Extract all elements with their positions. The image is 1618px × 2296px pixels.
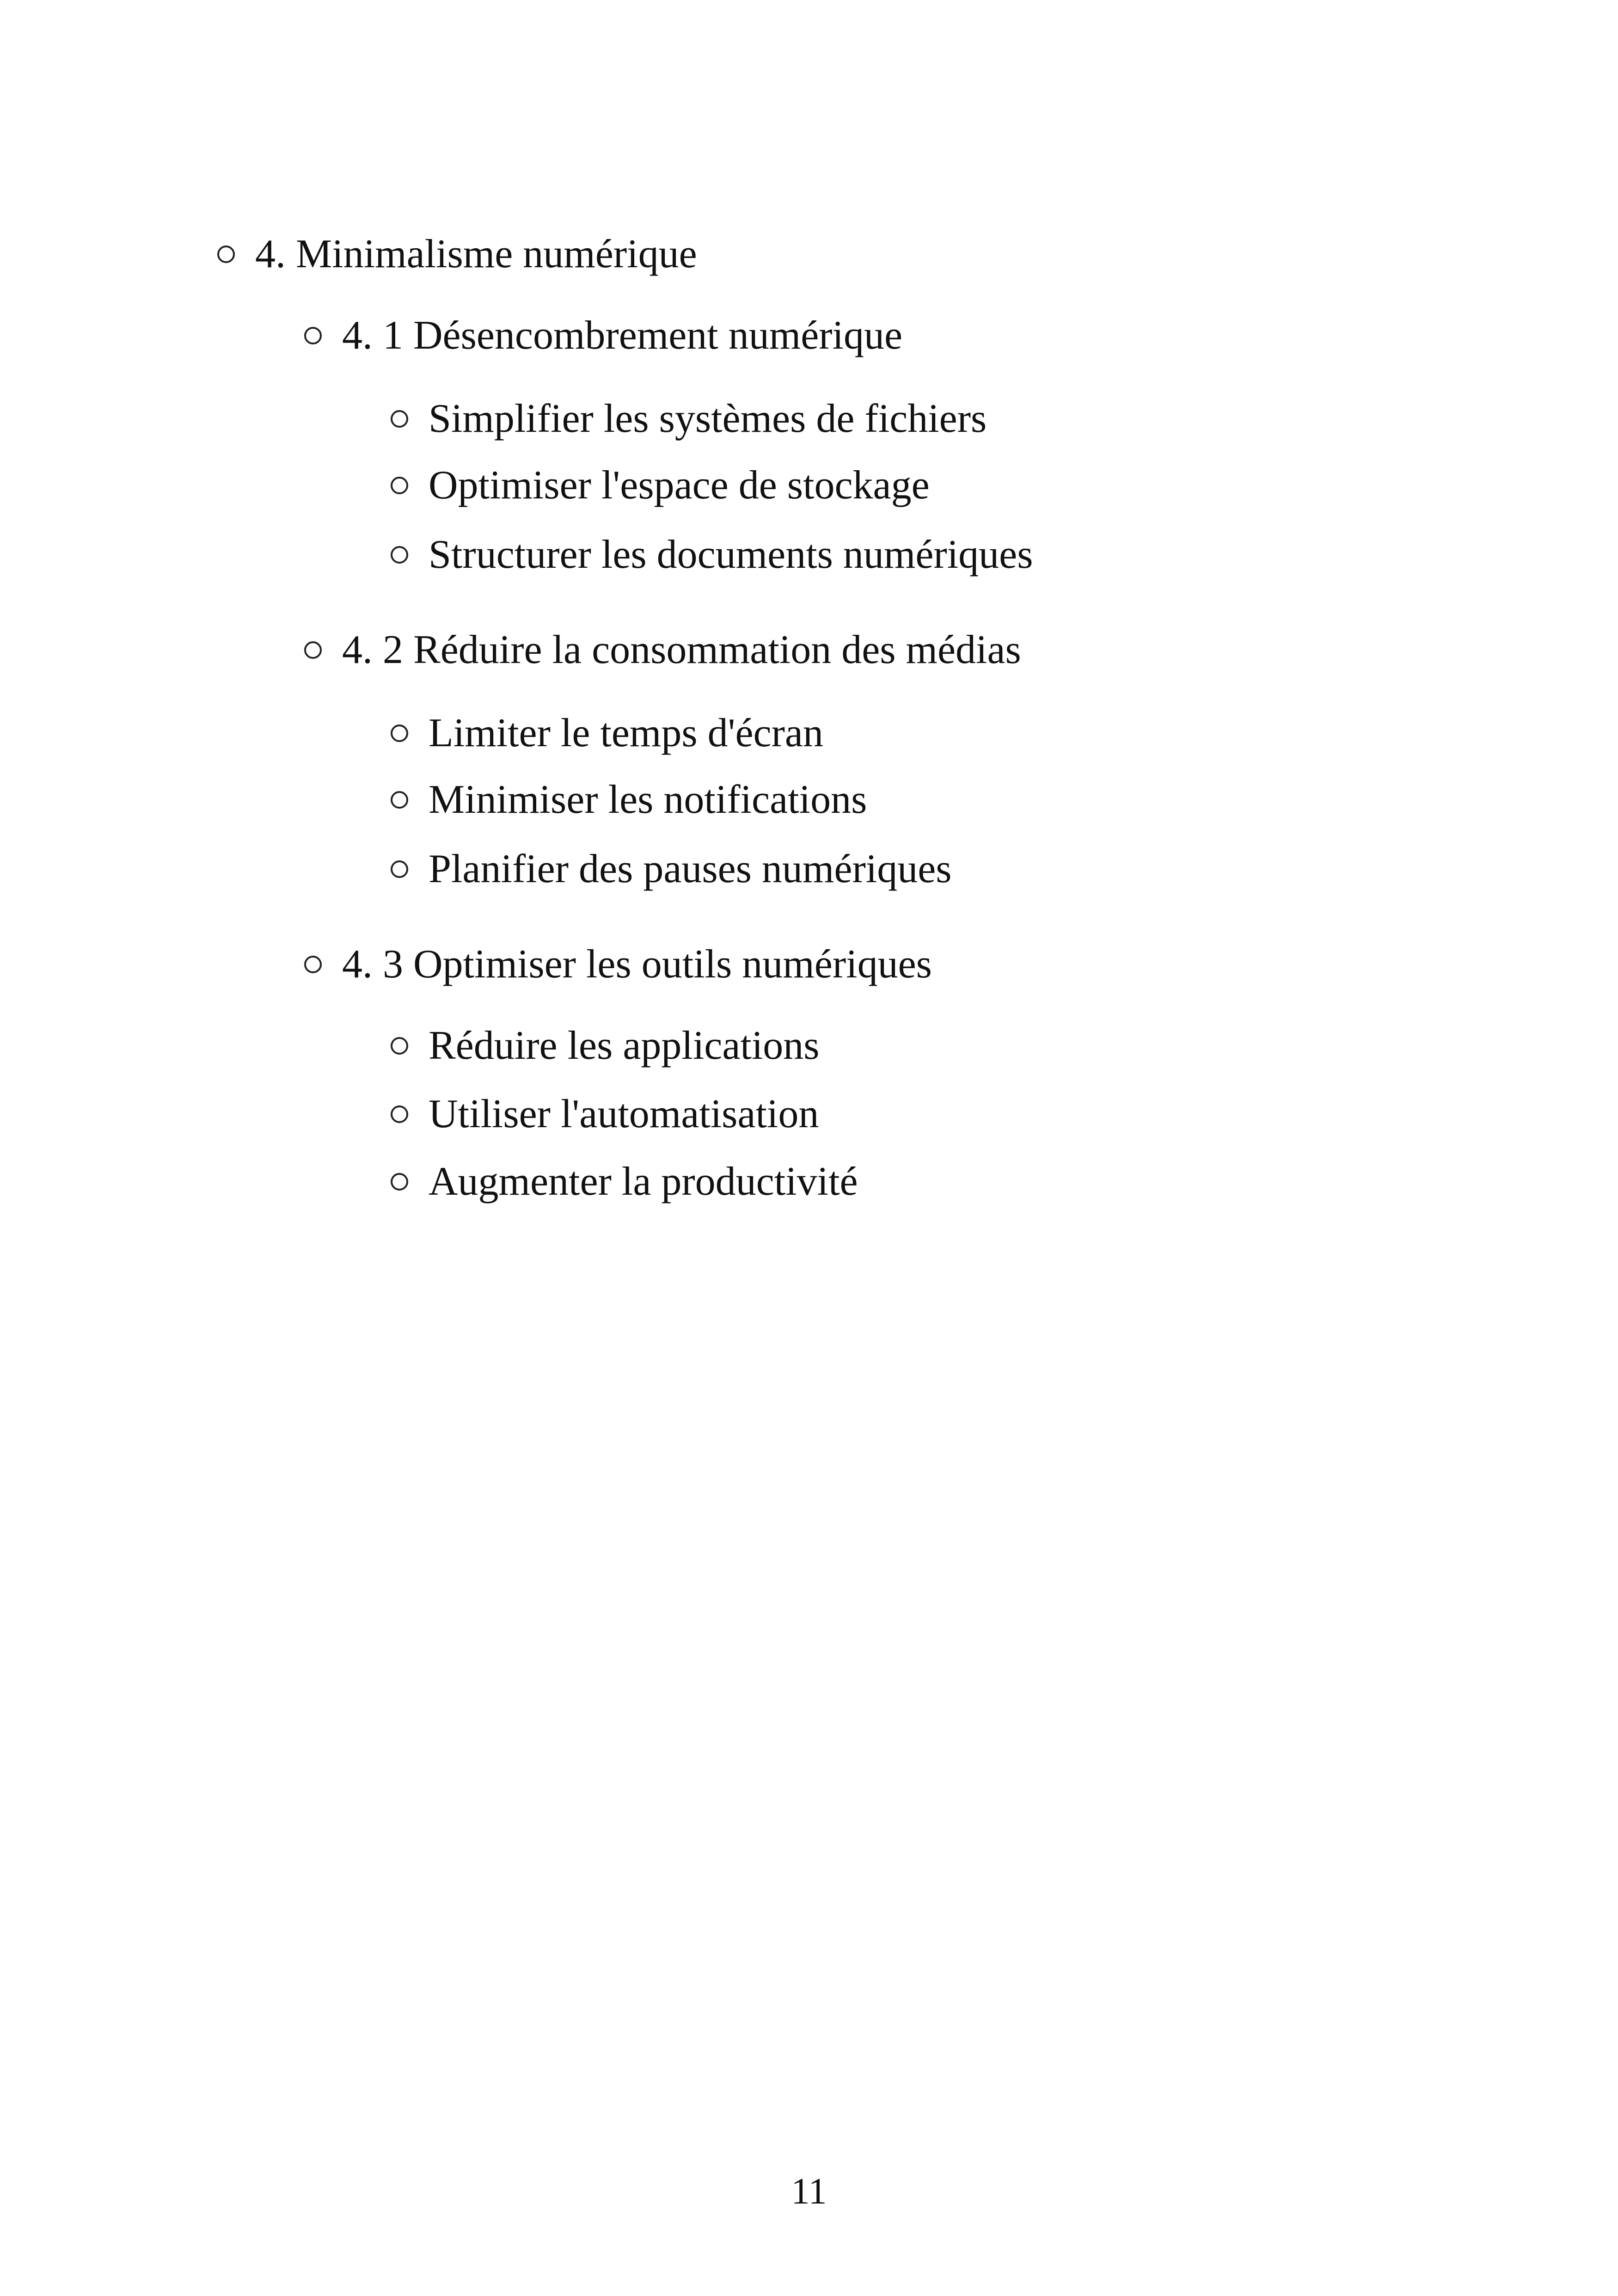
circle-bullet-icon xyxy=(391,546,408,564)
section-heading-label: 4. 3 Optimiser les outils numériques xyxy=(342,942,932,987)
circle-bullet-icon xyxy=(304,641,322,659)
circle-bullet-icon xyxy=(391,1173,408,1191)
section-heading xyxy=(304,308,902,363)
circle-bullet-icon xyxy=(391,860,408,878)
list-item-label: Augmenter la productivité xyxy=(429,1159,858,1204)
outline-heading xyxy=(217,227,697,282)
section-heading-label: 4. 1 Désencombrement numérique xyxy=(342,313,903,358)
circle-bullet-icon xyxy=(391,1037,408,1055)
list-item-label: Réduire les applications xyxy=(429,1023,820,1068)
list-item xyxy=(391,841,952,897)
circle-bullet-icon xyxy=(391,410,408,428)
list-item-label: Planifier des pauses numériques xyxy=(429,847,952,891)
list-item-label: Minimiser les notifications xyxy=(429,777,867,822)
list-item-label: Structurer les documents numériques xyxy=(429,532,1033,577)
section-heading xyxy=(304,937,932,992)
list-item-label: Simplifier les systèmes de fichiers xyxy=(429,396,987,441)
list-item xyxy=(391,1087,819,1142)
circle-bullet-icon xyxy=(391,724,408,742)
circle-bullet-icon xyxy=(391,791,408,809)
list-item xyxy=(391,458,930,513)
circle-bullet-icon xyxy=(217,246,235,263)
list-item xyxy=(391,706,823,761)
section-heading-label: 4. 2 Réduire la consommation des médias xyxy=(342,627,1021,672)
list-item xyxy=(391,527,1033,583)
section-heading xyxy=(304,622,1021,678)
circle-bullet-icon xyxy=(304,956,322,973)
circle-bullet-icon xyxy=(304,327,322,344)
list-item-label: Limiter le temps d'écran xyxy=(429,711,823,755)
list-item-label: Optimiser l'espace de stockage xyxy=(429,463,930,508)
page-number: 11 xyxy=(791,2171,827,2212)
list-item xyxy=(391,772,867,828)
list-item xyxy=(391,1018,820,1074)
list-item xyxy=(391,1154,858,1209)
outline-heading-label: 4. Minimalisme numérique xyxy=(255,232,697,276)
list-item-label: Utiliser l'automatisation xyxy=(429,1092,819,1136)
circle-bullet-icon xyxy=(391,477,408,494)
list-item xyxy=(391,391,987,447)
circle-bullet-icon xyxy=(391,1105,408,1123)
